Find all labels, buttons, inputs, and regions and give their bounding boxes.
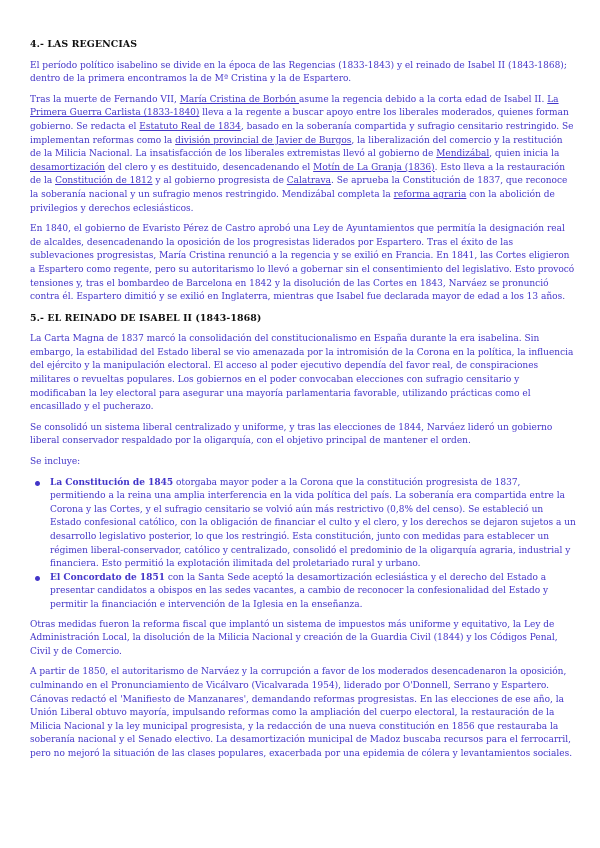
- link-estatuto-real[interactable]: Estatuto Real de 1834: [139, 121, 241, 132]
- section-5-paragraph-4: Otras medidas fueron la reforma fiscal que implantó un sistema de impuestos más uniforme y equitativo, la Ley de Administración Local, la disolución de la Milicia Nacional y creación de la Guardia Civil (1844) y los Códigos Penal, Civil y de Comercio.: [30, 619, 558, 657]
- text-run: del clero y es destituido, desencadenando el: [105, 162, 314, 173]
- section-4-paragraph-1: El período político isabelino se divide en la época de las Regencias (1833-1843) y el reinado de Isabel II (1843-1868); dentro de la primera encontramos la de Mª Cristina y la de Espartero.: [30, 60, 567, 85]
- text-run: con la abolición de privilegios y derechos eclesiásticos.: [30, 189, 555, 214]
- bullet-icon: [35, 576, 40, 581]
- link-constitucion-1812[interactable]: Constitución de 1812: [55, 176, 153, 187]
- text-run: , quien inicia la: [489, 149, 560, 160]
- link-mendizabal[interactable]: Mendizábal: [436, 149, 490, 160]
- link-calatrava[interactable]: Calatrava: [286, 176, 331, 187]
- list-item-title: El Concordato de 1851: [50, 572, 165, 583]
- list-item-text: otorgaba mayor poder a la Corona que la constitución progresista de 1837, permitiendo a la reina una amplia interferencia en la vida política del país. La soberanía era compartida entre la Corona y las Cortes, y el sufragio censitario se volvió aún más restrictivo (0,8% del censo). Se estableció un Estado confesional católico, con la obligación de financiar el culto y el clero, y los derechos se dejaron sujetos a un desarrollo legislativo posterior, lo que los restringió. Esta constitución, junto con medidas para establecer un régimen liberal-conservador, católico y centralizado, consolidó el predominio de la oligarquía agraria, industrial y financiera. Esto permitió la explotación ilimitada del proletariado rural y urbano.: [50, 477, 576, 570]
- text-run: . Esto lleva a la restauración de la: [30, 162, 566, 187]
- section-4-heading: 4.- LAS REGENCIAS: [30, 39, 138, 50]
- text-run: asume la regencia debido a la corta edad de Isabel II.: [299, 94, 548, 105]
- section-5-paragraph-1: La Carta Magna de 1837 marcó la consolidación del constitucionalismo en España durante la era isabelina. Sin embargo, la estabilidad del Estado liberal se vio amenazada por la intromisión de la Corona en la política, la influencia del ejército y la manipulación electoral. El acceso al poder ejecutivo dependía del favor real, de conspiraciones militares o revueltas populares. Los gobiernos en el poder convocaban elecciones con sufragio censitario y modificaban la ley electoral para asegurar una mayoría parlamentaria favorable, utilizando prácticas como el encasillado y el pucherazo.: [30, 334, 574, 413]
- text-run: . Se aprueba la Constitución de 1837, que reconoce la soberanía nacional y un sufragio menos restringido. Mendizábal completa la: [30, 176, 568, 200]
- text-run: , la liberalización del comercio y la restitución de la Milicia Nacional. La insatisfacción de los liberales extremistas llevó al gobierno de: [30, 135, 563, 160]
- bullet-list: [30, 477, 576, 613]
- section-5-paragraph-2: Se consolidó un sistema liberal centralizado y uniforme, y tras las elecciones de 1844, Narváez lideró un gobierno liberal conservador respaldado por la oligarquía, con el objetivo principal de mantener el orden.: [30, 422, 553, 447]
- link-desamortizacion[interactable]: desamortización: [30, 162, 106, 173]
- list-item-title: La Constitución de 1845: [50, 477, 174, 488]
- section-4-paragraph-2: [30, 94, 576, 216]
- section-5-heading: 5.- EL REINADO DE ISABEL II (1843-1868): [30, 312, 262, 324]
- list-item-text: con la Santa Sede aceptó la desamortización eclesiástica y el derecho del Estado a presentar candidatos a obispos en las sedes vacantes, a cambio de reconocer la confesionalidad del Estado y permitir la financiación e intervención de la Iglesia en la enseñanza.: [50, 572, 549, 610]
- text-run: , basado en la soberanía compartida y sufragio censitario restringido. Se implementan reformas como la: [30, 121, 574, 146]
- link-division-provincial[interactable]: división provincial de Javier de Burgos: [175, 135, 352, 146]
- section-4-paragraph-3: En 1840, el gobierno de Evaristo Pérez de Castro aprobó una Ley de Ayuntamientos que permitía la designación real de alcaldes, desencadenando la oposición de los progresistas liderados por Espartero. Tras el éxito de las sublevaciones progresistas, María Cristina renunció a la regencia y se exilió en Francia. En 1841, las Cortes eligieron a Espartero como regente, pero su autoritarismo lo llevó a gobernar sin el consentimiento del legislativo. Esto provocó tensiones y, tras el bombardeo de Barcelona en 1842 y la disolución de las Cortes en 1843, Narváez se pronunció contra él. Espartero dimitió y se exilió en Inglaterra, mientras que Isabel fue declarada mayor de edad a los 13 años.: [30, 224, 575, 303]
- link-reforma-agraria[interactable]: reforma agraria: [393, 189, 467, 200]
- text-run: lleva a la regente a buscar apoyo entre los liberales moderados, quienes forman gobierno. Se redacta el: [30, 108, 569, 132]
- text-run: y al gobierno progresista de: [152, 176, 287, 187]
- list-item: [30, 477, 576, 572]
- list-item: [30, 572, 576, 613]
- text-run: Tras la muerte de Fernando VII,: [30, 94, 180, 105]
- link-maria-cristina[interactable]: María Cristina de Borbón: [179, 94, 299, 105]
- link-motin-la-granja[interactable]: Motín de La Granja (1836): [313, 162, 435, 173]
- bullet-icon: [35, 481, 40, 486]
- section-5-paragraph-5: A partir de 1850, el autoritarismo de Narváez y la corrupción a favor de los moderados desencadenaron la oposición, culminando en el Pronunciamiento de Vicálvaro (Vicalvarada 1954), liderado por O'Donnell, Serrano y Espartero. Cánovas redactó el 'Manifiesto de Manzanares', demandando reformas progresistas. En las elecciones de ese año, la Unión Liberal obtuvo mayoría, impulsando reformas como la ampliación del cuerpo electoral, la restauración de la Milicia Nacional y la ley municipal progresista, y la redacción de una nueva constitución en 1856 que restauraba la soberanía nacional y el Senado electivo. La desamortización municipal de Madoz buscaba recursos para el ferrocarril, pero no mejoró la situación de las clases populares, exacerbada por una epidemia de cólera y levantamientos sociales.: [30, 667, 573, 759]
- section-5-paragraph-3: Se incluye:: [30, 457, 81, 468]
- link-primera-guerra-carlista[interactable]: La Primera Guerra Carlista (1833-1840): [30, 94, 559, 119]
